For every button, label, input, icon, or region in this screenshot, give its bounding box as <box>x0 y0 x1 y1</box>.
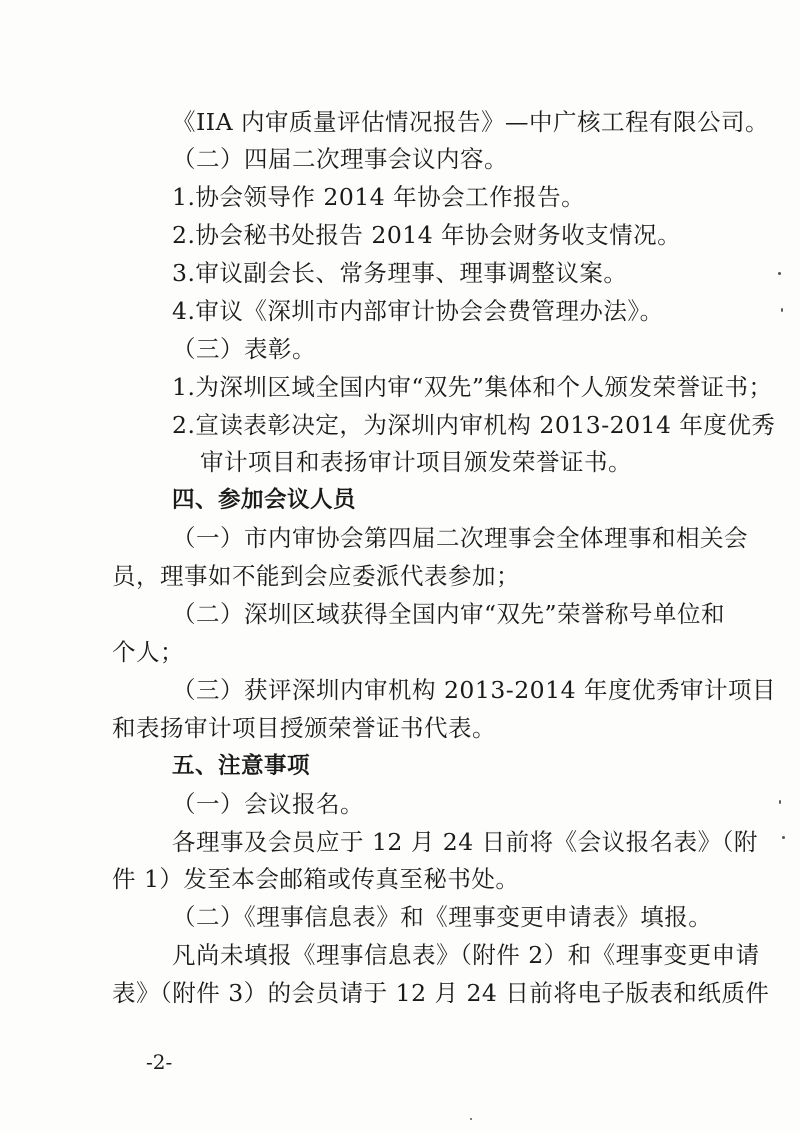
text-line-attendee-1: （一）市内审协会第四届二次理事会全体理事和相关会 <box>172 524 748 552</box>
text-line-iia-report: 《IIA 内审质量评估情况报告》—中广核工程有限公司。 <box>172 108 770 136</box>
text-line-item-1: 1.协会领导作 2014 年协会工作报告。 <box>172 183 586 211</box>
text-line-attendee-1-cont: 员，理事如不能到会应委派代表参加； <box>112 562 520 590</box>
text-line-attendee-3-cont: 和表扬审计项目授颁荣誉证书代表。 <box>112 714 496 742</box>
text-line-forms-heading: （二）《理事信息表》和《理事变更申请表》填报。 <box>172 903 713 931</box>
text-line-registration-cont: 件 1）发至本会邮箱或传真至秘书处。 <box>112 865 520 893</box>
text-line-award-2-cont: 审计项目和表扬审计项目颁发荣誉证书。 <box>200 448 632 476</box>
text-line-attendee-3: （三）获评深圳内审机构 2013-2014 年度优秀审计项目 <box>172 676 776 704</box>
text-line-attendee-2-cont: 个人； <box>112 638 184 666</box>
scan-speck <box>779 800 781 804</box>
text-line-forms: 凡尚未填报《理事信息表》（附件 2）和《理事变更申请 <box>172 941 760 969</box>
text-line-attendee-2: （二）深圳区域获得全国内审“双先”荣誉称号单位和 <box>172 600 726 628</box>
text-line-item-3: 3.审议副会长、常务理事、理事调整议案。 <box>172 259 628 287</box>
text-line-registration-heading: （一）会议报名。 <box>172 790 364 818</box>
text-line-section-two-heading: （二）四届二次理事会议内容。 <box>172 145 508 173</box>
scan-speck <box>470 1118 472 1120</box>
text-line-section-three-heading: （三）表彰。 <box>172 335 316 363</box>
scan-speck <box>778 272 781 275</box>
page-number: -2- <box>146 1050 173 1074</box>
text-line-award-1: 1.为深圳区域全国内审“双先”集体和个人颁发荣誉证书； <box>172 373 773 401</box>
text-line-forms-cont: 表》（附件 3）的会员请于 12 月 24 日前将电子版表和纸质件 <box>112 979 770 1007</box>
text-line-award-2: 2.宣读表彰决定，为深圳内审机构 2013-2014 年度优秀 <box>172 411 776 439</box>
section-heading-notes: 五、注意事项 <box>172 753 311 779</box>
text-line-item-2: 2.协会秘书处报告 2014 年协会财务收支情况。 <box>172 221 682 249</box>
section-heading-attendees: 四、参加会议人员 <box>172 487 357 513</box>
text-line-registration: 各理事及会员应于 12 月 24 日前将《会议报名表》（附 <box>172 828 758 856</box>
scan-speck <box>782 836 785 839</box>
scan-speck <box>781 308 783 312</box>
text-line-item-4: 4.审议《深圳市内部审计协会会费管理办法》。 <box>172 297 664 325</box>
